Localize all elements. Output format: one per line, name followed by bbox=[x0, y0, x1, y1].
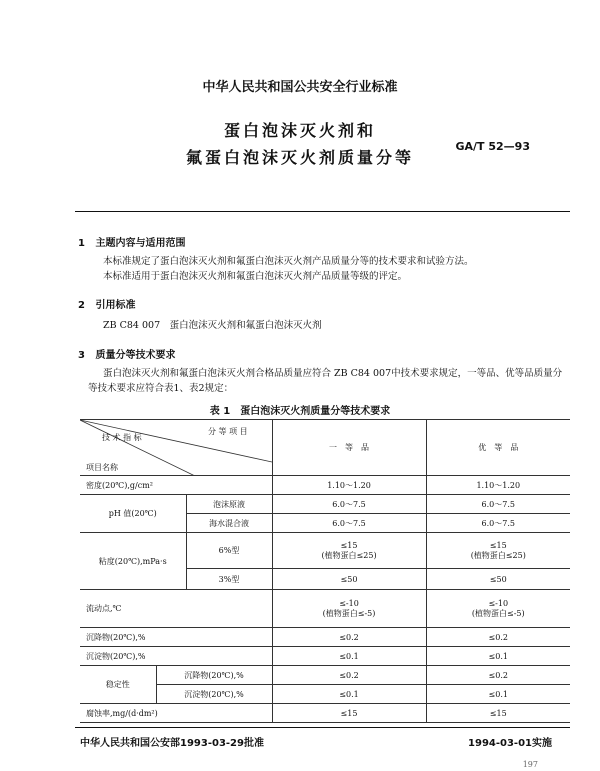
cell-superior bbox=[426, 590, 570, 628]
table-row bbox=[80, 590, 570, 628]
section-number: 1 bbox=[78, 238, 85, 249]
cell-note: (植物蛋白≤25) bbox=[470, 550, 526, 560]
section-1-heading bbox=[78, 234, 185, 249]
cell-first bbox=[272, 590, 426, 628]
cell-first: ≤0.2 bbox=[272, 666, 426, 685]
table-row bbox=[80, 647, 570, 666]
cell-note: (植物蛋白≤-5) bbox=[471, 608, 525, 618]
cell-note: (植物蛋白≤-5) bbox=[322, 608, 376, 618]
cell-value: ≤15 bbox=[489, 540, 507, 550]
col-header-superior-grade: 优 等 品 bbox=[426, 420, 570, 476]
cell-superior: 6.0～7.5 bbox=[426, 495, 570, 514]
cell-superior: ≤0.1 bbox=[426, 647, 570, 666]
section-3-heading bbox=[78, 346, 175, 361]
title-line-1: 蛋白泡沫灭火剂和 bbox=[223, 121, 376, 140]
row-label-corrosion: 腐蚀率,mg/(d·dm²) bbox=[80, 704, 272, 723]
cell-superior: ≤0.2 bbox=[426, 666, 570, 685]
row-label-viscosity: 粘度(20℃),mPa·s bbox=[80, 533, 186, 590]
sub-label: 沉降物(20℃),% bbox=[156, 666, 272, 685]
cell-note: (植物蛋白≤25) bbox=[321, 550, 377, 560]
cell-first: ≤0.2 bbox=[272, 628, 426, 647]
diagonal-header-cell bbox=[80, 420, 272, 476]
diag-grade-label: 分 等 项 目 bbox=[208, 427, 248, 436]
section-3-para-1: 蛋白泡沫灭火剂和氟蛋白泡沫灭火剂合格品质量应符合 ZB C84 007中技术要求规定，一等品、优等品质量分等技术要求应符合表1、表2规定： bbox=[88, 368, 563, 394]
section-number: 3 bbox=[78, 350, 85, 361]
section-1-para-1: 本标准规定了蛋白泡沫灭火剂和氟蛋白泡沫灭火剂产品质量分等的技术要求和试验方法。 bbox=[103, 256, 474, 267]
page-number: 197 bbox=[522, 760, 538, 769]
quality-grade-table bbox=[80, 419, 570, 723]
approval-statement: 中华人民共和国公安部1993-03-29批准 bbox=[80, 738, 264, 749]
standard-category: 中华人民共和国公共安全行业标准 bbox=[202, 80, 398, 95]
row-label-pour-point: 流动点,℃ bbox=[80, 590, 272, 628]
cell-first: 6.0～7.5 bbox=[272, 514, 426, 533]
sub-label: 3%型 bbox=[186, 569, 272, 590]
row-label-stability: 稳定性 bbox=[80, 666, 156, 704]
table-row bbox=[80, 495, 570, 514]
col-header-first-grade: 一 等 品 bbox=[272, 420, 426, 476]
cell-first bbox=[272, 533, 426, 569]
header-rule bbox=[75, 211, 570, 212]
cell-first: 1.10～1.20 bbox=[272, 476, 426, 495]
cell-superior: ≤0.2 bbox=[426, 628, 570, 647]
cell-first: ≤0.1 bbox=[272, 647, 426, 666]
section-2-para-1: ZB C84 007 蛋白泡沫灭火剂和氟蛋白泡沫灭火剂 bbox=[103, 320, 322, 331]
row-label-density: 密度(20℃),g/cm² bbox=[80, 476, 272, 495]
standard-code: GA/T 52—93 bbox=[455, 140, 530, 153]
table-row bbox=[80, 666, 570, 685]
table-row bbox=[80, 476, 570, 495]
cell-superior: ≤50 bbox=[426, 569, 570, 590]
cell-value: ≤-10 bbox=[339, 598, 359, 608]
footer-rule bbox=[75, 727, 570, 728]
cell-first: ≤15 bbox=[272, 704, 426, 723]
implementation-date: 1994-03-01实施 bbox=[468, 738, 552, 749]
sub-label: 海水混合液 bbox=[186, 514, 272, 533]
diag-tech-label: 技 术 指 标 bbox=[102, 433, 142, 442]
table-row bbox=[80, 704, 570, 723]
cell-superior: ≤15 bbox=[426, 704, 570, 723]
sub-label: 泡沫原液 bbox=[186, 495, 272, 514]
row-label-ph: pH 值(20℃) bbox=[80, 495, 186, 533]
sub-label: 沉淀物(20℃),% bbox=[156, 685, 272, 704]
cell-value: ≤15 bbox=[340, 540, 358, 550]
row-label-sediment: 沉降物(20℃),% bbox=[80, 628, 272, 647]
cell-first: ≤0.1 bbox=[272, 685, 426, 704]
row-label-precipitate: 沉淀物(20℃),% bbox=[80, 647, 272, 666]
table-row bbox=[80, 533, 570, 569]
sub-label: 6%型 bbox=[186, 533, 272, 569]
table-header-row bbox=[80, 420, 570, 476]
cell-first: ≤50 bbox=[272, 569, 426, 590]
cell-superior bbox=[426, 533, 570, 569]
cell-superior: 1.10～1.20 bbox=[426, 476, 570, 495]
section-number: 2 bbox=[78, 300, 85, 311]
section-title: 质量分等技术要求 bbox=[95, 350, 176, 361]
diag-item-label: 项目名称 bbox=[86, 463, 118, 472]
section-1-para-2: 本标准适用于蛋白泡沫灭火剂和氟蛋白泡沫灭火剂产品质量等级的评定。 bbox=[103, 271, 408, 282]
cell-value: ≤-10 bbox=[488, 598, 509, 608]
table-row bbox=[80, 628, 570, 647]
table-caption: 表 1 蛋白泡沫灭火剂质量分等技术要求 bbox=[209, 406, 391, 417]
section-title: 主题内容与适用范围 bbox=[95, 238, 186, 249]
cell-first: 6.0～7.5 bbox=[272, 495, 426, 514]
section-2-heading bbox=[78, 296, 135, 311]
section-title: 引用标准 bbox=[95, 300, 136, 311]
title-line-2: 氟蛋白泡沫灭火剂质量分等 bbox=[185, 148, 414, 167]
cell-superior: 6.0～7.5 bbox=[426, 514, 570, 533]
cell-superior: ≤0.1 bbox=[426, 685, 570, 704]
